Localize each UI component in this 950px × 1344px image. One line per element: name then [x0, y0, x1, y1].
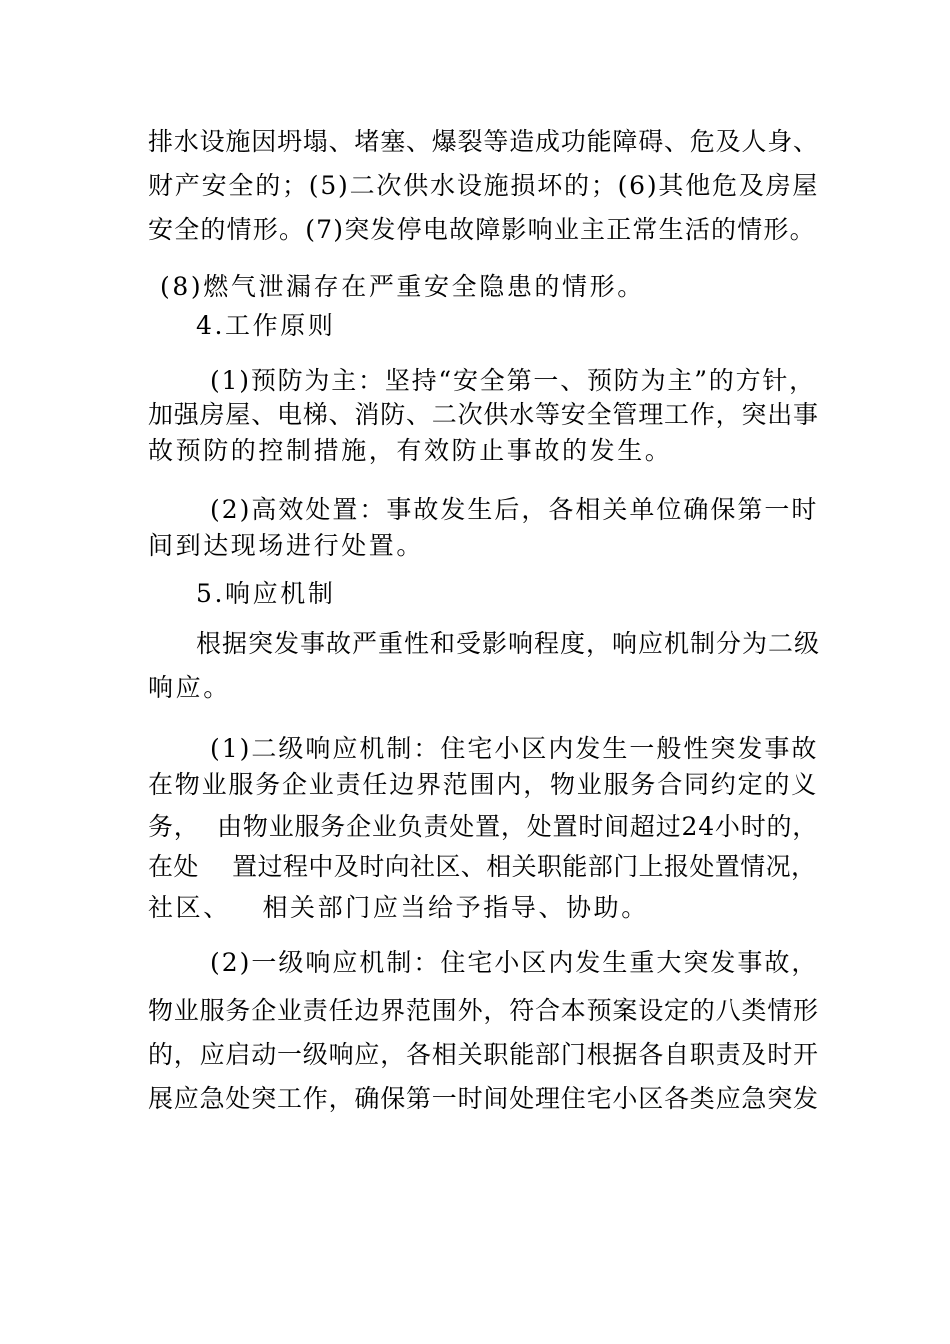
paragraph-line-2: 财产安全的；(5)二次供水设施损坏的；(6)其他危及房屋	[148, 171, 820, 200]
paragraph-line-12: 根据突发事故严重性和受影响程度，响应机制分为二级	[196, 629, 821, 658]
paragraph-line-6: (1)预防为主：坚持“安全第一、预防为主”的方针，	[210, 366, 816, 395]
paragraph-line-7: 加强房屋、电梯、消防、二次供水等安全管理工作，突出事	[148, 400, 819, 429]
paragraph-line-1: 排水设施因坍塌、堵塞、爆裂等造成功能障碍、危及人身、	[148, 127, 819, 156]
paragraph-line-9: (2)高效处置：事故发生后，各相关单位确保第一时	[210, 495, 819, 524]
paragraph-line-14: (1)二级响应机制：住宅小区内发生一般性突发事故	[210, 734, 819, 763]
paragraph-line-17: 在处 置过程中及时向社区、相关职能部门上报处置情况，	[148, 852, 817, 881]
paragraph-line-4: (8)燃气泄漏存在严重安全隐患的情形。	[160, 272, 645, 301]
paragraph-line-22: 展应急处突工作，确保第一时间处理住宅小区各类应急突发	[148, 1084, 819, 1113]
paragraph-line-13: 响应。	[148, 673, 231, 702]
section-heading-work-principles: 4.工作原则	[196, 311, 336, 340]
section-heading-response-mechanism: 5.响应机制	[196, 579, 336, 608]
paragraph-line-15: 在物业服务企业责任边界范围内，物业服务合同约定的义	[148, 770, 819, 799]
paragraph-line-10: 间到达现场进行处置。	[148, 531, 425, 560]
paragraph-line-3: 安全的情形。(7)突发停电故障影响业主正常生活的情形。	[148, 215, 816, 244]
paragraph-line-20: 物业服务企业责任边界范围外，符合本预案设定的八类情形	[148, 996, 819, 1025]
paragraph-line-21: 的，应启动一级响应，各相关职能部门根据各自职责及时开	[148, 1040, 819, 1069]
paragraph-line-18: 社区、 相关部门应当给予指导、协助。	[148, 893, 649, 922]
paragraph-line-8: 故预防的控制措施，有效防止事故的发生。	[148, 436, 673, 465]
paragraph-line-16: 务， 由物业服务企业负责处置，处置时间超过24小时的，	[148, 812, 819, 841]
paragraph-line-19: (2)一级响应机制：住宅小区内发生重大突发事故，	[210, 948, 819, 977]
